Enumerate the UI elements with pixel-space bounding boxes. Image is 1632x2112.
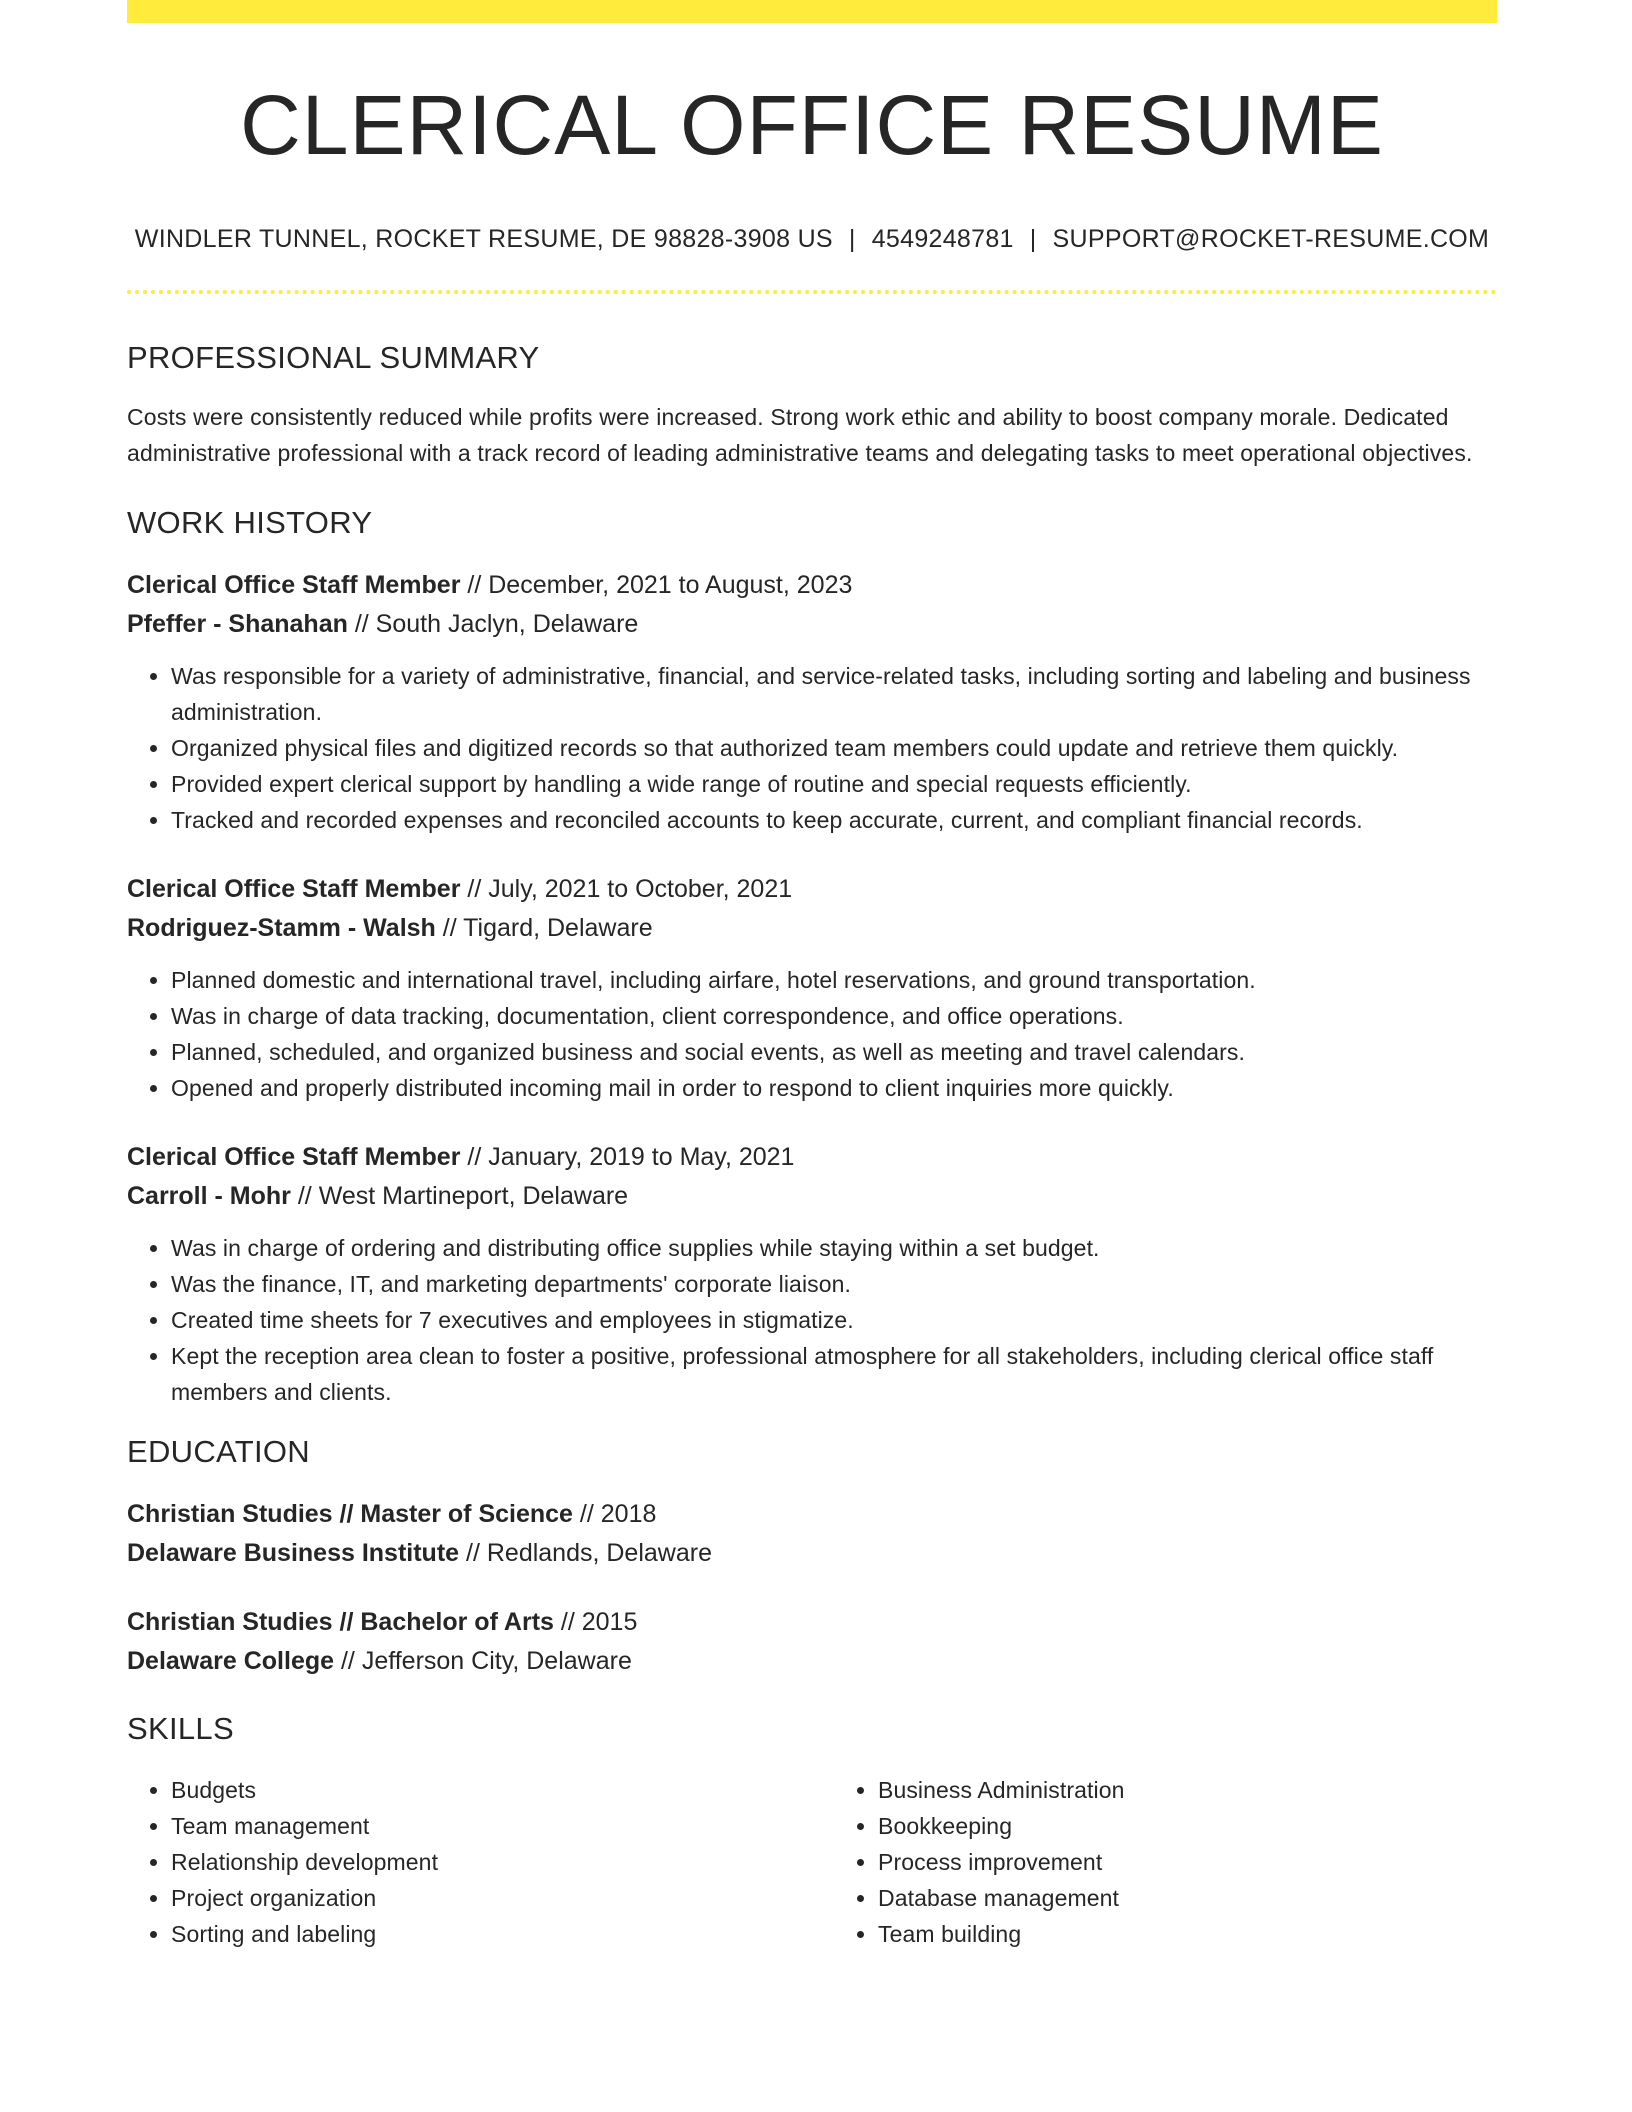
date-separator: // [460,1143,489,1171]
date-separator: // [460,875,489,903]
skill-item: • Database management [878,1880,1497,1916]
contact-email: SUPPORT@ROCKET-RESUME.COM [1052,225,1490,253]
school-location: Redlands, Delaware [486,1539,712,1567]
job-bullet: • Tracked and recorded expenses and reconciled accounts to keep accurate, current, and compliant financial records. [171,802,1497,838]
job-location: South Jaclyn, Delaware [375,610,639,638]
school: Delaware College [127,1647,335,1675]
job-bullet: • Planned domestic and international travel, including airfare, hotel reservations, and ground transportation. [171,962,1497,998]
job-bullet: • Kept the reception area clean to foster a positive, professional atmosphere for all stakeholders, including clerical office staff members and clients. [171,1338,1497,1410]
graduation-year: 2018 [600,1500,657,1528]
skills-section [127,1713,1497,1952]
school: Delaware Business Institute [127,1539,460,1567]
job-location: West Martineport, Delaware [318,1182,629,1210]
job-bullet: • Organized physical files and digitized records so that authorized team members could update and retrieve them quickly. [171,730,1497,766]
skill-item: • Process improvement [878,1844,1497,1880]
job-title-line [127,1138,1497,1177]
skills-heading: SKILLS [127,1711,234,1746]
job-entry [127,1138,1497,1410]
date-separator: // [435,914,464,942]
education-section [127,1436,1497,1681]
skill-item: • Team management [171,1808,790,1844]
job-bullet: • Provided expert clerical support by handling a wide range of routine and special requests efficiently. [171,766,1497,802]
contact-line [127,227,1497,252]
skill-item: • Project organization [171,1880,790,1916]
job-dates: December, 2021 to August, 2023 [488,571,853,599]
job-bullet: • Was in charge of ordering and distributing office supplies while staying within a set budget. [171,1230,1497,1266]
date-separator: // [347,610,376,638]
job-title: Clerical Office Staff Member [127,1143,461,1171]
job-bullet: • Planned, scheduled, and organized business and social events, as well as meeting and travel calendars. [171,1034,1497,1070]
work-history-heading: WORK HISTORY [127,505,373,540]
job-company: Carroll - Mohr [127,1182,291,1210]
job-bullets [127,1230,1497,1410]
skill-item: • Business Administration [878,1772,1497,1808]
summary-heading: PROFESSIONAL SUMMARY [127,340,540,375]
job-title-line [127,566,1497,605]
skill-item: • Budgets [171,1772,790,1808]
job-bullets [127,658,1497,838]
skill-item: • Team building [878,1916,1497,1952]
resume-title: CLERICAL OFFICE RESUME [240,78,1384,172]
job-bullet: • Was the finance, IT, and marketing departments' corporate liaison. [171,1266,1497,1302]
work-history-section [127,507,1497,1410]
school-line [127,1534,1497,1573]
job-dates: July, 2021 to October, 2021 [488,875,793,903]
job-dates: January, 2019 to May, 2021 [488,1143,795,1171]
date-separator: // [553,1608,582,1636]
contact-separator: | [848,225,856,253]
degree-line [127,1495,1497,1534]
accent-top-bar [127,0,1497,23]
job-company-line [127,909,1497,948]
dotted-divider [127,290,1497,294]
job-company: Pfeffer - Shanahan [127,610,348,638]
job-bullet: • Was responsible for a variety of administrative, financial, and service-related tasks, including sorting and labeling and business administration. [171,658,1497,730]
skill-item: • Sorting and labeling [171,1916,790,1952]
degree-line [127,1603,1497,1642]
job-bullet: • Was in charge of data tracking, documentation, client correspondence, and office operations. [171,998,1497,1034]
job-location: Tigard, Delaware [463,914,653,942]
skills-columns [127,1758,1497,1952]
job-entry [127,870,1497,1106]
date-separator: // [572,1500,601,1528]
date-separator: // [459,1539,487,1567]
date-separator: // [334,1647,362,1675]
date-separator: // [460,571,489,599]
job-title-line [127,870,1497,909]
education-entry [127,1603,1497,1681]
graduation-year: 2015 [581,1608,638,1636]
job-bullet: • Opened and properly distributed incoming mail in order to respond to client inquiries more quickly. [171,1070,1497,1106]
education-heading: EDUCATION [127,1434,310,1469]
resume-page [127,0,1497,1952]
skill-item: • Bookkeeping [878,1808,1497,1844]
summary-section [127,342,1497,471]
skills-list-left [127,1772,790,1952]
skills-list-right [834,1772,1497,1952]
contact-phone: 4549248781 [871,225,1014,253]
job-title: Clerical Office Staff Member [127,875,461,903]
job-company-line [127,605,1497,644]
degree: Christian Studies // Bachelor of Arts [127,1608,554,1636]
job-bullets [127,962,1497,1106]
school-line [127,1642,1497,1681]
degree: Christian Studies // Master of Science [127,1500,573,1528]
summary-text: Costs were consistently reduced while profits were increased. Strong work ethic and ability to boost company morale. Dedicated administrative professional with a track record of leading administrative teams and delegating tasks to meet operational objectives. [127,404,1473,466]
skill-item: • Relationship development [171,1844,790,1880]
job-title: Clerical Office Staff Member [127,571,461,599]
date-separator: // [290,1182,319,1210]
school-location: Jefferson City, Delaware [361,1647,632,1675]
contact-separator: | [1029,225,1037,253]
job-company-line [127,1177,1497,1216]
job-bullet: • Created time sheets for 7 executives and employees in stigmatize. [171,1302,1497,1338]
job-entry [127,566,1497,838]
education-entry [127,1495,1497,1573]
job-company: Rodriguez-Stamm - Walsh [127,914,436,942]
contact-address: WINDLER TUNNEL, ROCKET RESUME, DE 98828-3908 US [134,225,833,253]
